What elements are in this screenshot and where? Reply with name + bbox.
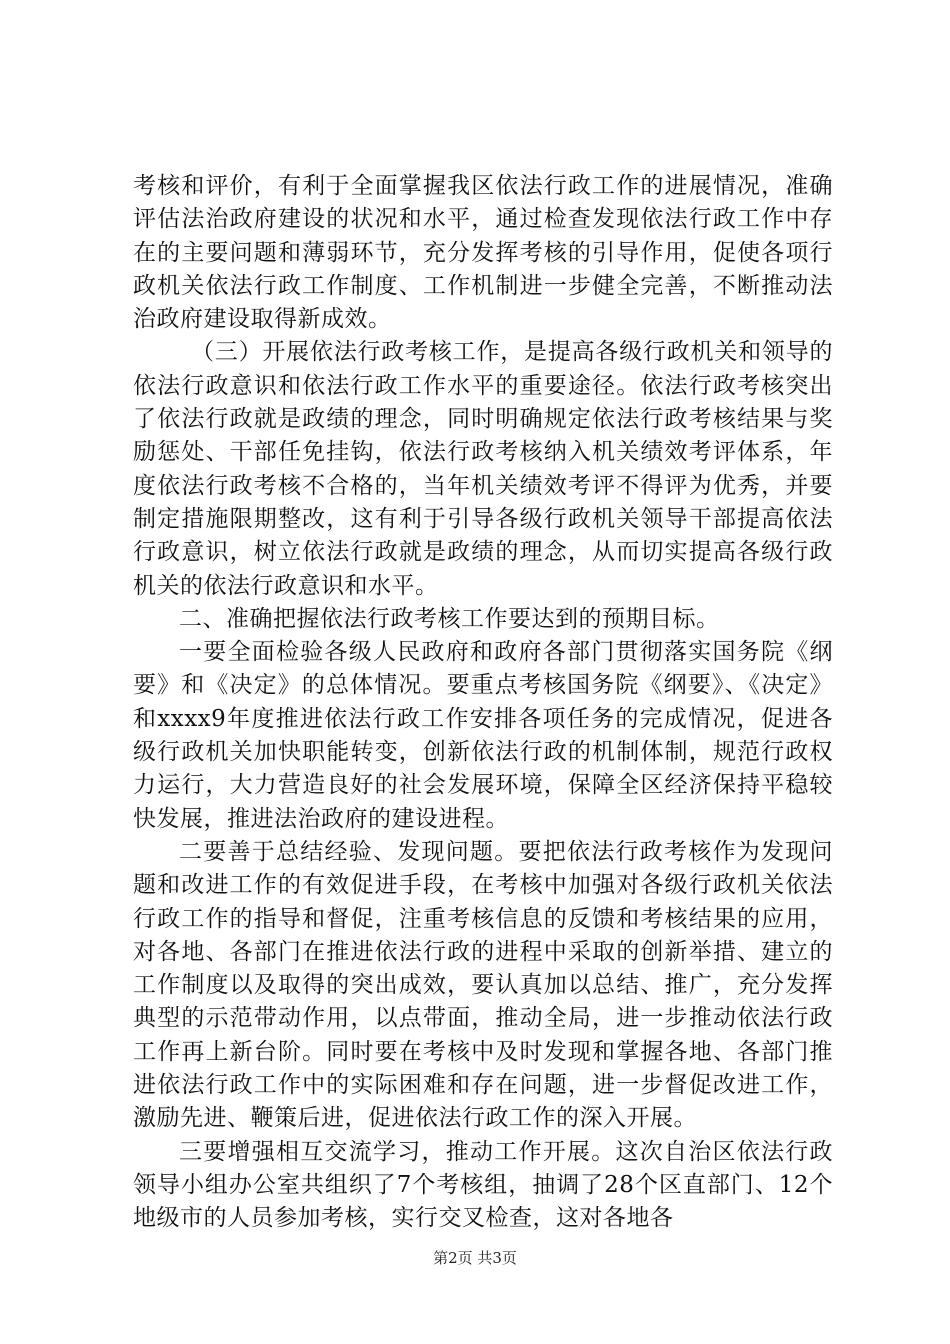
section-heading-two: 二、准确把握依法行政考核工作要达到的预期目标。	[179, 605, 720, 632]
paragraph-goal-two: 二要善于总结经验、发现问题。要把依法行政考核作为发现问题和改进工作的有效促进手段，在考核中加强对各级行政机关依法行政工作的指导和督促，注重考核信息的反馈和考核结果的应用，对各地、各部门在推进依法行政的进程中采取的创新举措、建立的工作制度以及取得的突出成效，要认真加以总结、推广，充分发挥典型的示范带动作用，以点带面，推动全局，进一步推动依法行政工作再上新台阶。同时要在考核中及时发现和掌握各地、各部门推进依法行政工作中的实际困难和存在问题，进一步督促改进工作，激励先进、鞭策后进，促进依法行政工作的深入开展。	[133, 838, 833, 1132]
document-body	[133, 170, 833, 1236]
paragraph-continuation: 考核和评价，有利于全面掌握我区依法行政工作的进展情况，准确评估法治政府建设的状况和水平，通过检查发现依法行政工作中存在的主要问题和薄弱环节，充分发挥考核的引导作用，促使各项行政机关依法行政工作制度、工作机制进一步健全完善，不断推动法治政府建设取得新成效。	[133, 173, 833, 333]
page-footer: 第2页 共3页	[433, 1249, 517, 1267]
paragraph-section-three: （三）开展依法行政考核工作，是提高各级行政机关和领导的依法行政意识和依法行政工作水平的重要途径。依法行政考核突出了依法行政就是政绩的理念，同时明确规定依法行政考核结果与奖励惩处、干部任免挂钩，依法行政考核纳入机关绩效考评体系，年度依法行政考核不合格的，当年机关绩效考评不得评为优秀，并要制定措施限期整改，这有利于引导各级行政机关领导干部提高依法行政意识，树立依法行政就是政绩的理念，从而切实提高各级行政机关的依法行政意识和水平。	[133, 339, 833, 599]
paragraph-goal-three: 三要增强相互交流学习，推动工作开展。这次自治区依法行政领导小组办公室共组织了7个考核组，抽调了28个区直部门、12个地级市的人员参加考核，实行交叉检查，这对各地各	[133, 1138, 833, 1232]
paragraph-goal-one: 一要全面检验各级人民政府和政府各部门贯彻落实国务院《纲要》和《决定》的总体情况。要重点考核国务院《纲要》、《决定》和xxxx9年度推进依法行政工作安排各项任务的完成情况，促进各级行政机关加快职能转变，创新依法行政的机制体制，规范行政权力运行，大力营造良好的社会发展环境，保障全区经济保持平稳较快发展，推进法治政府的建设进程。	[133, 639, 833, 832]
